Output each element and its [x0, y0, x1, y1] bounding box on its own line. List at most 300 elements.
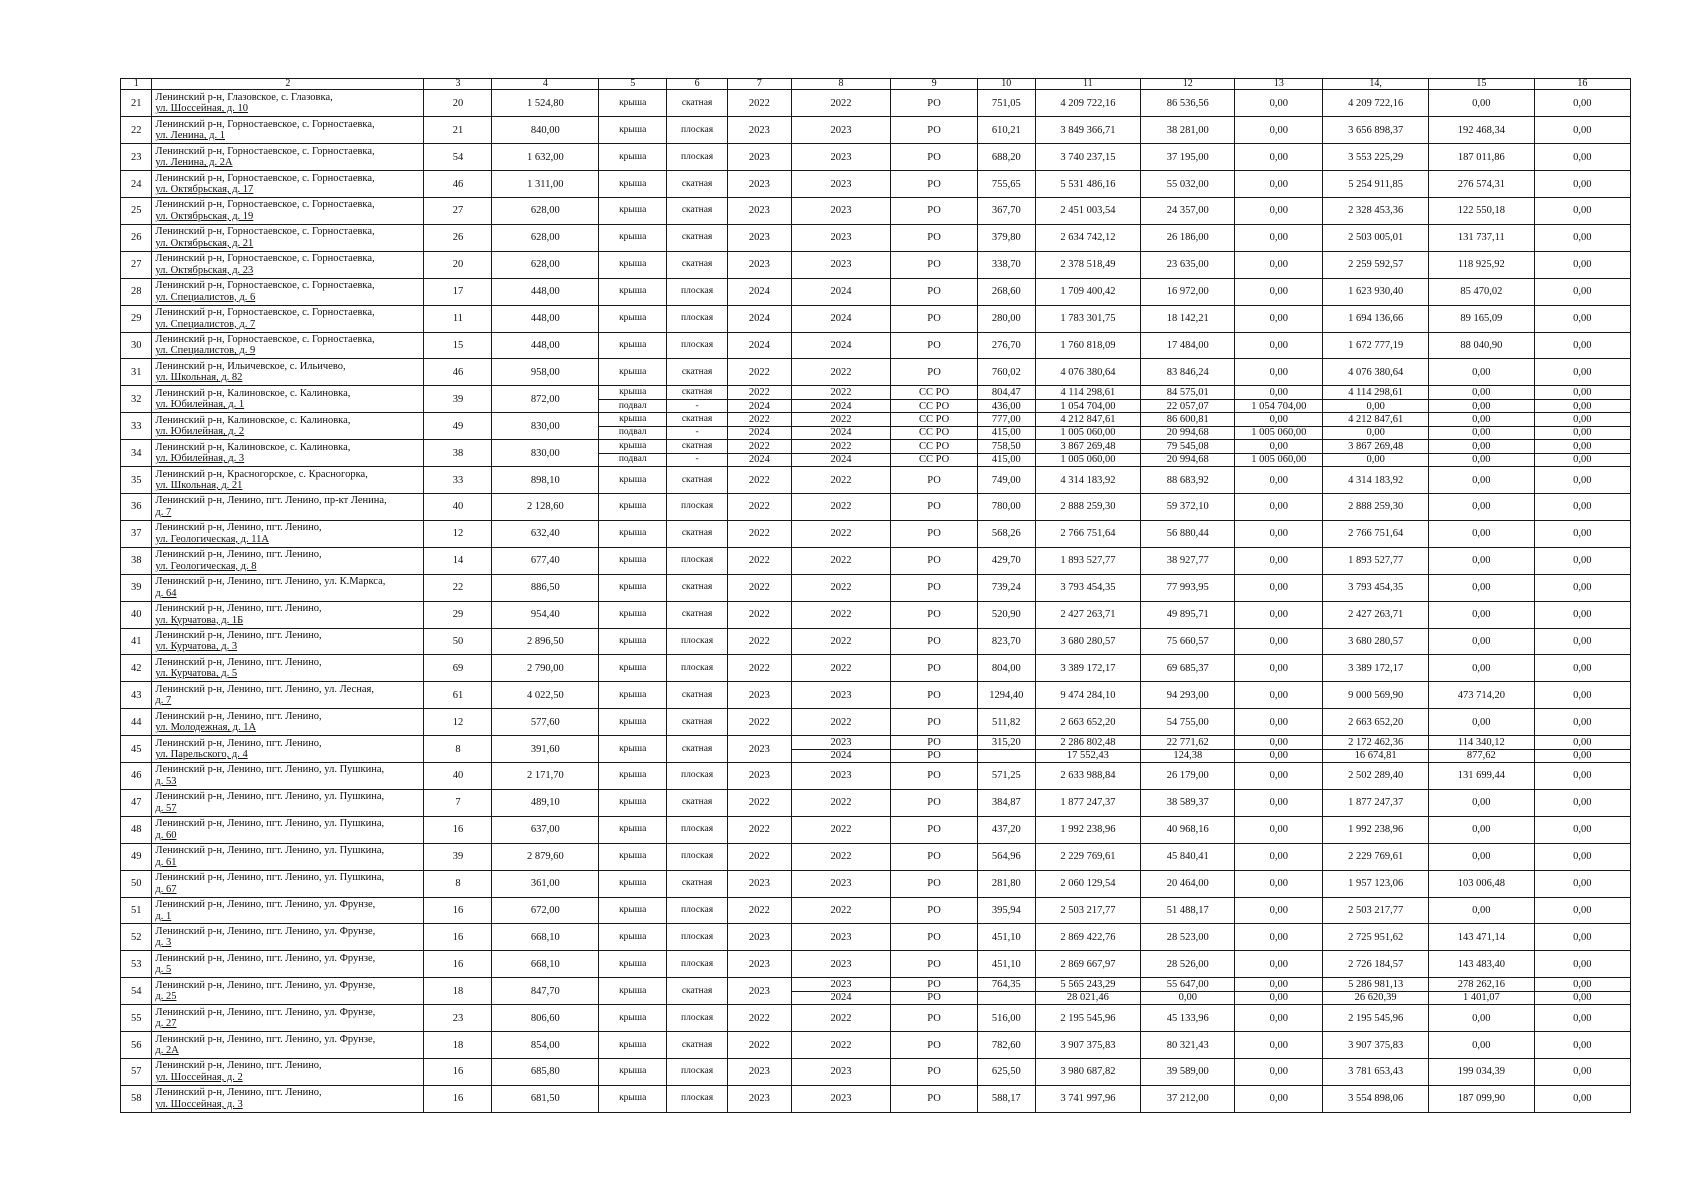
cell-element: крыша: [599, 547, 667, 574]
address-line-1: Ленинский р-н, Ильичевское, с. Ильичево,: [155, 360, 346, 372]
table-row: [121, 1032, 1631, 1059]
cell-other-share: 0,00: [1534, 628, 1630, 655]
cell-address: [152, 655, 424, 682]
cell-work-year: 2024: [791, 426, 890, 439]
cell-element: крыша: [599, 1005, 667, 1032]
cell-fund-share: 38 927,77: [1141, 547, 1235, 574]
address-line-1: Ленинский р-н, Горностаевское, с. Горностаевка,: [155, 307, 375, 319]
cell-area: 448,00: [492, 278, 599, 305]
cell-local-share: 199 034,39: [1428, 1059, 1534, 1086]
cell-work-year: 2022: [791, 440, 890, 453]
cell-local-share: 143 483,40: [1428, 951, 1534, 978]
cell-regional-share: 1 623 930,40: [1323, 278, 1429, 305]
cell-element: крыша: [599, 386, 667, 399]
cell-fund-share: 94 293,00: [1141, 682, 1235, 709]
cell-regional-share: 9 000 569,90: [1323, 682, 1429, 709]
cell-regional-share: 5 286 981,13: [1323, 978, 1429, 991]
cell-plan-year: 2022: [727, 440, 791, 453]
cell-row-number: 47: [121, 789, 152, 816]
cell-address: [152, 816, 424, 843]
cell-address: [152, 493, 424, 520]
cell-cost-per-m2: 688,20: [977, 144, 1035, 171]
header-cell-roof-type: 6: [667, 79, 728, 90]
cell-roof-type: скатная: [667, 386, 728, 399]
cell-apartments: 69: [424, 655, 492, 682]
header-cell-row-number: 1: [121, 79, 152, 90]
cell-address: [152, 171, 424, 198]
table-header-row: [121, 79, 1631, 90]
cell-apartments: 20: [424, 251, 492, 278]
cell-address: [152, 467, 424, 494]
cell-other-share: 0,00: [1534, 251, 1630, 278]
cell-local-share: 0,00: [1428, 413, 1534, 426]
address-line-1: Ленинский р-н, Ленино, пгт. Ленино,: [155, 522, 322, 534]
cell-cost-per-m2: 571,25: [977, 763, 1035, 790]
cell-local-share: 0,00: [1428, 90, 1534, 117]
cell-row-number: 31: [121, 359, 152, 386]
cell-owners-share: 0,00: [1235, 1085, 1323, 1112]
cell-fund-share: 45 133,96: [1141, 1005, 1235, 1032]
cell-cost-per-m2: 739,24: [977, 574, 1035, 601]
cell-element: крыша: [599, 332, 667, 359]
cell-apartments: 20: [424, 90, 492, 117]
cell-program: РО: [891, 332, 978, 359]
cell-local-share: 0,00: [1428, 386, 1534, 399]
cell-element: крыша: [599, 601, 667, 628]
cell-total-cost: 3 849 366,71: [1035, 117, 1141, 144]
cell-program: РО: [891, 493, 978, 520]
cell-regional-share: 4 114 298,61: [1323, 386, 1429, 399]
cell-roof-type: -: [667, 426, 728, 439]
address-line-2: д. 27: [155, 1018, 177, 1030]
cell-roof-type: плоская: [667, 897, 728, 924]
cell-plan-year: 2022: [727, 386, 791, 399]
address-line-1: Ленинский р-н, Горностаевское, с. Горностаевка,: [155, 172, 375, 184]
cell-regional-share: 3 554 898,06: [1323, 1085, 1429, 1112]
cell-local-share: 0,00: [1428, 493, 1534, 520]
cell-local-share: 0,00: [1428, 1005, 1534, 1032]
address-line-1: Ленинский р-н, Ленино, пгт. Ленино, ул. Пушкина,: [155, 845, 385, 857]
address-line-1: Ленинский р-н, Ленино, пгт. Ленино,: [155, 549, 322, 561]
cell-apartments: 23: [424, 1005, 492, 1032]
cell-total-cost: 1 005 060,00: [1035, 453, 1141, 466]
cell-total-cost: 2 060 129,54: [1035, 870, 1141, 897]
cell-program: РО: [891, 816, 978, 843]
cell-fund-share: 20 994,68: [1141, 426, 1235, 439]
cell-address: [152, 144, 424, 171]
cell-local-share: 114 340,12: [1428, 736, 1534, 749]
cell-other-share: 0,00: [1534, 951, 1630, 978]
cell-roof-type: плоская: [667, 332, 728, 359]
cell-local-share: 473 714,20: [1428, 682, 1534, 709]
cell-cost-per-m2: 280,00: [977, 305, 1035, 332]
cell-element: крыша: [599, 1032, 667, 1059]
cell-address: [152, 924, 424, 951]
cell-address: [152, 978, 424, 1005]
cell-other-share: 0,00: [1534, 305, 1630, 332]
cell-total-cost: 3 793 454,35: [1035, 574, 1141, 601]
cell-row-number: 41: [121, 628, 152, 655]
cell-total-cost: 3 867 269,48: [1035, 440, 1141, 453]
cell-row-number: 45: [121, 736, 152, 763]
cell-local-share: 131 699,44: [1428, 763, 1534, 790]
cell-row-number: 22: [121, 117, 152, 144]
cell-work-year: 2023: [791, 171, 890, 198]
address-line-2: д. 57: [155, 802, 177, 814]
cell-area: 677,40: [492, 547, 599, 574]
cell-program: РО: [891, 763, 978, 790]
cell-element: подвал: [599, 453, 667, 466]
cell-fund-share: 20 994,68: [1141, 453, 1235, 466]
address-line-2: ул. Курчатова, д. 5: [155, 668, 238, 680]
header-cell-owners-share: 13: [1235, 79, 1323, 90]
cell-work-year: 2023: [791, 198, 890, 225]
cell-program: СС РО: [891, 426, 978, 439]
cell-fund-share: 0,00: [1141, 991, 1235, 1004]
header-cell-address: 2: [152, 79, 424, 90]
cell-fund-share: 77 993,95: [1141, 574, 1235, 601]
cell-local-share: 0,00: [1428, 399, 1534, 412]
cell-other-share: 0,00: [1534, 991, 1630, 1004]
address-line-2: ул. Шоссейная, д. 2: [155, 1071, 243, 1083]
cell-fund-share: 55 647,00: [1141, 978, 1235, 991]
cell-total-cost: 2 766 751,64: [1035, 520, 1141, 547]
cell-element: крыша: [599, 709, 667, 736]
table-row: [121, 359, 1631, 386]
header-cell-other-share: 16: [1534, 79, 1630, 90]
cell-row-number: 39: [121, 574, 152, 601]
cell-program: СС РО: [891, 453, 978, 466]
cell-row-number: 25: [121, 198, 152, 225]
table-row: [121, 574, 1631, 601]
cell-other-share: 0,00: [1534, 1059, 1630, 1086]
cell-area: 672,00: [492, 897, 599, 924]
cell-work-year: 2022: [791, 413, 890, 426]
cell-regional-share: 2 229 769,61: [1323, 843, 1429, 870]
table-row: [121, 332, 1631, 359]
cell-work-year: 2022: [791, 628, 890, 655]
cell-cost-per-m2: 777,00: [977, 413, 1035, 426]
table-row: [121, 655, 1631, 682]
cell-area: 2 790,00: [492, 655, 599, 682]
cell-local-share: 0,00: [1428, 655, 1534, 682]
cell-total-cost: 2 888 259,30: [1035, 493, 1141, 520]
cell-fund-share: 26 186,00: [1141, 224, 1235, 251]
cell-plan-year: 2024: [727, 305, 791, 332]
cell-other-share: 0,00: [1534, 278, 1630, 305]
cell-program: РО: [891, 90, 978, 117]
address-line-1: Ленинский р-н, Ленино, пгт. Ленино,: [155, 603, 322, 615]
address-line-1: Ленинский р-н, Глазовское, с. Глазовка,: [155, 91, 333, 103]
cell-work-year: 2022: [791, 493, 890, 520]
header-cell-area: 4: [492, 79, 599, 90]
cell-apartments: 15: [424, 332, 492, 359]
cell-address: [152, 789, 424, 816]
cell-owners-share: 0,00: [1235, 493, 1323, 520]
cell-owners-share: 0,00: [1235, 1032, 1323, 1059]
cell-work-year: 2022: [791, 547, 890, 574]
address-line-2: ул. Шоссейная, д. 3: [155, 1098, 243, 1110]
cell-regional-share: 2 172 462,36: [1323, 736, 1429, 749]
cell-work-year: 2023: [791, 251, 890, 278]
cell-fund-share: 20 464,00: [1141, 870, 1235, 897]
header-cell-cost-per-m2: 10: [977, 79, 1035, 90]
cell-roof-type: скатная: [667, 251, 728, 278]
cell-plan-year: 2023: [727, 1059, 791, 1086]
register-sheet: [120, 78, 1631, 1113]
cell-cost-per-m2: 415,00: [977, 453, 1035, 466]
cell-other-share: 0,00: [1534, 897, 1630, 924]
cell-owners-share: 0,00: [1235, 440, 1323, 453]
cell-address: [152, 763, 424, 790]
cell-apartments: 16: [424, 924, 492, 951]
cell-roof-type: скатная: [667, 870, 728, 897]
cell-other-share: 0,00: [1534, 90, 1630, 117]
cell-total-cost: 1 893 527,77: [1035, 547, 1141, 574]
cell-program: РО: [891, 789, 978, 816]
cell-cost-per-m2: 588,17: [977, 1085, 1035, 1112]
cell-row-number: 55: [121, 1005, 152, 1032]
cell-work-year: 2024: [791, 749, 890, 762]
cell-total-cost: 1 054 704,00: [1035, 399, 1141, 412]
repair-register-table: [120, 78, 1631, 1113]
cell-roof-type: плоская: [667, 1059, 728, 1086]
cell-other-share: 0,00: [1534, 763, 1630, 790]
cell-regional-share: 1 877 247,37: [1323, 789, 1429, 816]
cell-roof-type: плоская: [667, 763, 728, 790]
cell-element: крыша: [599, 117, 667, 144]
cell-total-cost: 2 869 422,76: [1035, 924, 1141, 951]
cell-element: крыша: [599, 493, 667, 520]
cell-address: [152, 574, 424, 601]
cell-element: крыша: [599, 843, 667, 870]
cell-program: РО: [891, 305, 978, 332]
cell-address: [152, 117, 424, 144]
cell-owners-share: 0,00: [1235, 870, 1323, 897]
cell-total-cost: 4 209 722,16: [1035, 90, 1141, 117]
cell-apartments: 40: [424, 763, 492, 790]
cell-program: РО: [891, 870, 978, 897]
cell-total-cost: 1 992 238,96: [1035, 816, 1141, 843]
cell-program: РО: [891, 924, 978, 951]
cell-element: крыша: [599, 440, 667, 453]
cell-fund-share: 86 600,81: [1141, 413, 1235, 426]
address-line-1: Ленинский р-н, Калиновское, с. Калиновка,: [155, 414, 351, 426]
cell-area: 391,60: [492, 736, 599, 763]
cell-element: крыша: [599, 278, 667, 305]
cell-total-cost: 3 907 375,83: [1035, 1032, 1141, 1059]
cell-roof-type: плоская: [667, 1085, 728, 1112]
cell-row-number: 28: [121, 278, 152, 305]
cell-other-share: 0,00: [1534, 224, 1630, 251]
cell-apartments: 21: [424, 117, 492, 144]
cell-roof-type: плоская: [667, 144, 728, 171]
cell-address: [152, 601, 424, 628]
cell-local-share: 0,00: [1428, 574, 1534, 601]
cell-plan-year: 2023: [727, 870, 791, 897]
cell-address: [152, 413, 424, 440]
table-row: [121, 843, 1631, 870]
cell-work-year: 2022: [791, 90, 890, 117]
cell-cost-per-m2: 758,50: [977, 440, 1035, 453]
cell-element: крыша: [599, 574, 667, 601]
cell-regional-share: 16 674,81: [1323, 749, 1429, 762]
cell-total-cost: 5 565 243,29: [1035, 978, 1141, 991]
address-line-2: ул. Геологическая, д. 8: [155, 560, 257, 572]
cell-work-year: 2023: [791, 682, 890, 709]
table-row: [121, 601, 1631, 628]
cell-address: [152, 736, 424, 763]
cell-program: СС РО: [891, 386, 978, 399]
address-line-2: д. 5: [155, 964, 172, 976]
address-line-2: ул. Ленина, д. 1: [155, 130, 225, 142]
cell-apartments: 39: [424, 843, 492, 870]
cell-owners-share: 0,00: [1235, 90, 1323, 117]
cell-row-number: 53: [121, 951, 152, 978]
cell-other-share: 0,00: [1534, 493, 1630, 520]
cell-address: [152, 224, 424, 251]
cell-owners-share: 0,00: [1235, 224, 1323, 251]
cell-fund-share: 45 840,41: [1141, 843, 1235, 870]
address-line-2: ул. Ленина, д. 2А: [155, 157, 233, 169]
cell-area: 958,00: [492, 359, 599, 386]
cell-fund-share: 28 526,00: [1141, 951, 1235, 978]
cell-row-number: 23: [121, 144, 152, 171]
address-line-2: д. 53: [155, 775, 177, 787]
cell-local-share: 122 550,18: [1428, 198, 1534, 225]
table-row: [121, 198, 1631, 225]
cell-local-share: 1 401,07: [1428, 991, 1534, 1004]
cell-area: 4 022,50: [492, 682, 599, 709]
cell-owners-share: 0,00: [1235, 171, 1323, 198]
cell-address: [152, 359, 424, 386]
cell-apartments: 16: [424, 951, 492, 978]
table-row: [121, 493, 1631, 520]
address-line-2: ул. Курчатова, д. 1Б: [155, 614, 244, 626]
cell-program: РО: [891, 843, 978, 870]
cell-owners-share: 0,00: [1235, 305, 1323, 332]
cell-total-cost: 2 503 217,77: [1035, 897, 1141, 924]
cell-regional-share: 2 427 263,71: [1323, 601, 1429, 628]
cell-cost-per-m2: 451,10: [977, 924, 1035, 951]
cell-cost-per-m2: 610,21: [977, 117, 1035, 144]
cell-regional-share: 5 254 911,85: [1323, 171, 1429, 198]
address-line-2: д. 61: [155, 856, 177, 868]
address-line-2: д. 25: [155, 991, 177, 1003]
cell-roof-type: плоская: [667, 951, 728, 978]
cell-address: [152, 709, 424, 736]
cell-total-cost: 2 634 742,12: [1035, 224, 1141, 251]
cell-apartments: 49: [424, 413, 492, 440]
cell-row-number: 46: [121, 763, 152, 790]
cell-local-share: 103 006,48: [1428, 870, 1534, 897]
header-cell-program: 9: [891, 79, 978, 90]
cell-address: [152, 628, 424, 655]
table-row: [121, 682, 1631, 709]
cell-program: РО: [891, 991, 978, 1004]
cell-address: [152, 90, 424, 117]
cell-element: крыша: [599, 305, 667, 332]
cell-apartments: 18: [424, 1032, 492, 1059]
cell-row-number: 30: [121, 332, 152, 359]
address-line-1: Ленинский р-н, Ленино, пгт. Ленино, ул. Пушкина,: [155, 764, 385, 776]
cell-plan-year: 2022: [727, 520, 791, 547]
cell-apartments: 29: [424, 601, 492, 628]
address-line-1: Ленинский р-н, Горностаевское, с. Горностаевка,: [155, 333, 375, 345]
cell-work-year: 2023: [791, 763, 890, 790]
cell-work-year: 2022: [791, 709, 890, 736]
cell-total-cost: 2 286 802,48: [1035, 736, 1141, 749]
address-line-1: Ленинский р-н, Ленино, пгт. Ленино, пр-кт Ленина,: [155, 495, 387, 507]
cell-fund-share: 37 212,00: [1141, 1085, 1235, 1112]
cell-local-share: 131 737,11: [1428, 224, 1534, 251]
cell-area: 685,80: [492, 1059, 599, 1086]
cell-area: 806,60: [492, 1005, 599, 1032]
cell-other-share: 0,00: [1534, 789, 1630, 816]
cell-program: РО: [891, 547, 978, 574]
cell-plan-year: 2022: [727, 413, 791, 426]
cell-row-number: 44: [121, 709, 152, 736]
cell-plan-year: 2023: [727, 224, 791, 251]
cell-work-year: 2023: [791, 144, 890, 171]
cell-local-share: 0,00: [1428, 789, 1534, 816]
cell-regional-share: 1 694 136,66: [1323, 305, 1429, 332]
cell-other-share: 0,00: [1534, 978, 1630, 991]
cell-roof-type: плоская: [667, 493, 728, 520]
cell-local-share: 118 925,92: [1428, 251, 1534, 278]
cell-row-number: 48: [121, 816, 152, 843]
cell-row-number: 42: [121, 655, 152, 682]
cell-fund-share: 51 488,17: [1141, 897, 1235, 924]
cell-total-cost: 4 114 298,61: [1035, 386, 1141, 399]
cell-area: 854,00: [492, 1032, 599, 1059]
cell-element: крыша: [599, 251, 667, 278]
cell-roof-type: скатная: [667, 1032, 728, 1059]
table-row: [121, 951, 1631, 978]
address-line-1: Ленинский р-н, Красногорское, с. Красногорка,: [155, 468, 368, 480]
cell-total-cost: 4 076 380,64: [1035, 359, 1141, 386]
cell-owners-share: 0,00: [1235, 601, 1323, 628]
address-line-2: ул. Школьная, д. 21: [155, 480, 243, 492]
cell-roof-type: плоская: [667, 843, 728, 870]
cell-row-number: 40: [121, 601, 152, 628]
cell-total-cost: 1 760 818,09: [1035, 332, 1141, 359]
cell-address: [152, 897, 424, 924]
cell-fund-share: 49 895,71: [1141, 601, 1235, 628]
address-line-1: Ленинский р-н, Горностаевское, с. Горностаевка,: [155, 226, 375, 238]
table-row: [121, 816, 1631, 843]
cell-owners-share: 0,00: [1235, 251, 1323, 278]
cell-work-year: 2023: [791, 1085, 890, 1112]
cell-total-cost: 3 741 997,96: [1035, 1085, 1141, 1112]
cell-owners-share: 0,00: [1235, 843, 1323, 870]
cell-owners-share: 0,00: [1235, 628, 1323, 655]
cell-element: крыша: [599, 897, 667, 924]
address-line-2: ул. Курчатова, д. 3: [155, 641, 238, 653]
cell-owners-share: 0,00: [1235, 144, 1323, 171]
cell-fund-share: 80 321,43: [1141, 1032, 1235, 1059]
cell-cost-per-m2: 281,80: [977, 870, 1035, 897]
address-line-1: Ленинский р-н, Горностаевское, с. Горностаевка,: [155, 280, 375, 292]
cell-address: [152, 278, 424, 305]
cell-roof-type: плоская: [667, 547, 728, 574]
cell-local-share: 0,00: [1428, 816, 1534, 843]
cell-fund-share: 28 523,00: [1141, 924, 1235, 951]
cell-address: [152, 682, 424, 709]
cell-total-cost: 28 021,46: [1035, 991, 1141, 1004]
cell-fund-share: 40 968,16: [1141, 816, 1235, 843]
cell-work-year: 2023: [791, 870, 890, 897]
